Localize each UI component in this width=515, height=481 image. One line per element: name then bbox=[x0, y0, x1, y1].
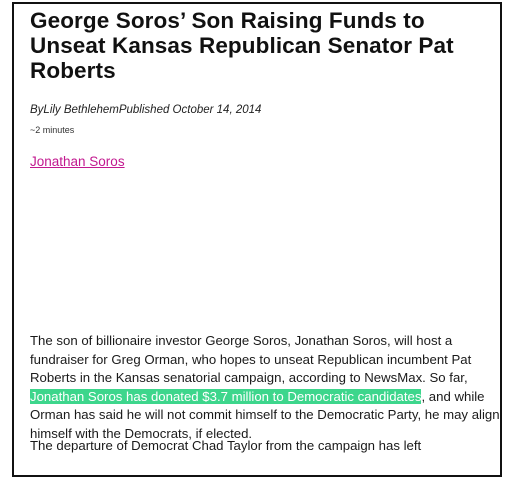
article-paragraph-2: The departure of Democrat Chad Taylor from the campaign has left bbox=[30, 438, 422, 453]
article-frame bbox=[12, 2, 502, 477]
paragraph-1-text-end: , and while Orman has said he will not commit himself to the Democratic Party, he may align himself with the Democrats, if elected. bbox=[30, 388, 500, 441]
paragraph-1-text-start: The son of billionaire investor George Soros, Jonathan Soros, will host a fundraiser for Greg Orman, who hopes to unseat Republican incumbent Pat Roberts in the Kansas senatorial campaign, according to NewsMax. So far, bbox=[30, 333, 472, 386]
reading-time: ~2 minutes bbox=[30, 125, 75, 135]
article-byline: ByLily BethlehemPublished October 14, 2014 bbox=[30, 104, 262, 116]
article-headline: George Soros’ Son Raising Funds to Unseat Kansas Republican Senator Pat Roberts bbox=[30, 8, 454, 83]
article-header bbox=[30, 8, 494, 171]
article-paragraph-1 bbox=[30, 332, 500, 444]
highlighted-text: Jonathan Soros has donated $3.7 million to Democratic candidates bbox=[30, 388, 422, 404]
jonathan-soros-link[interactable]: Jonathan Soros bbox=[30, 154, 125, 169]
